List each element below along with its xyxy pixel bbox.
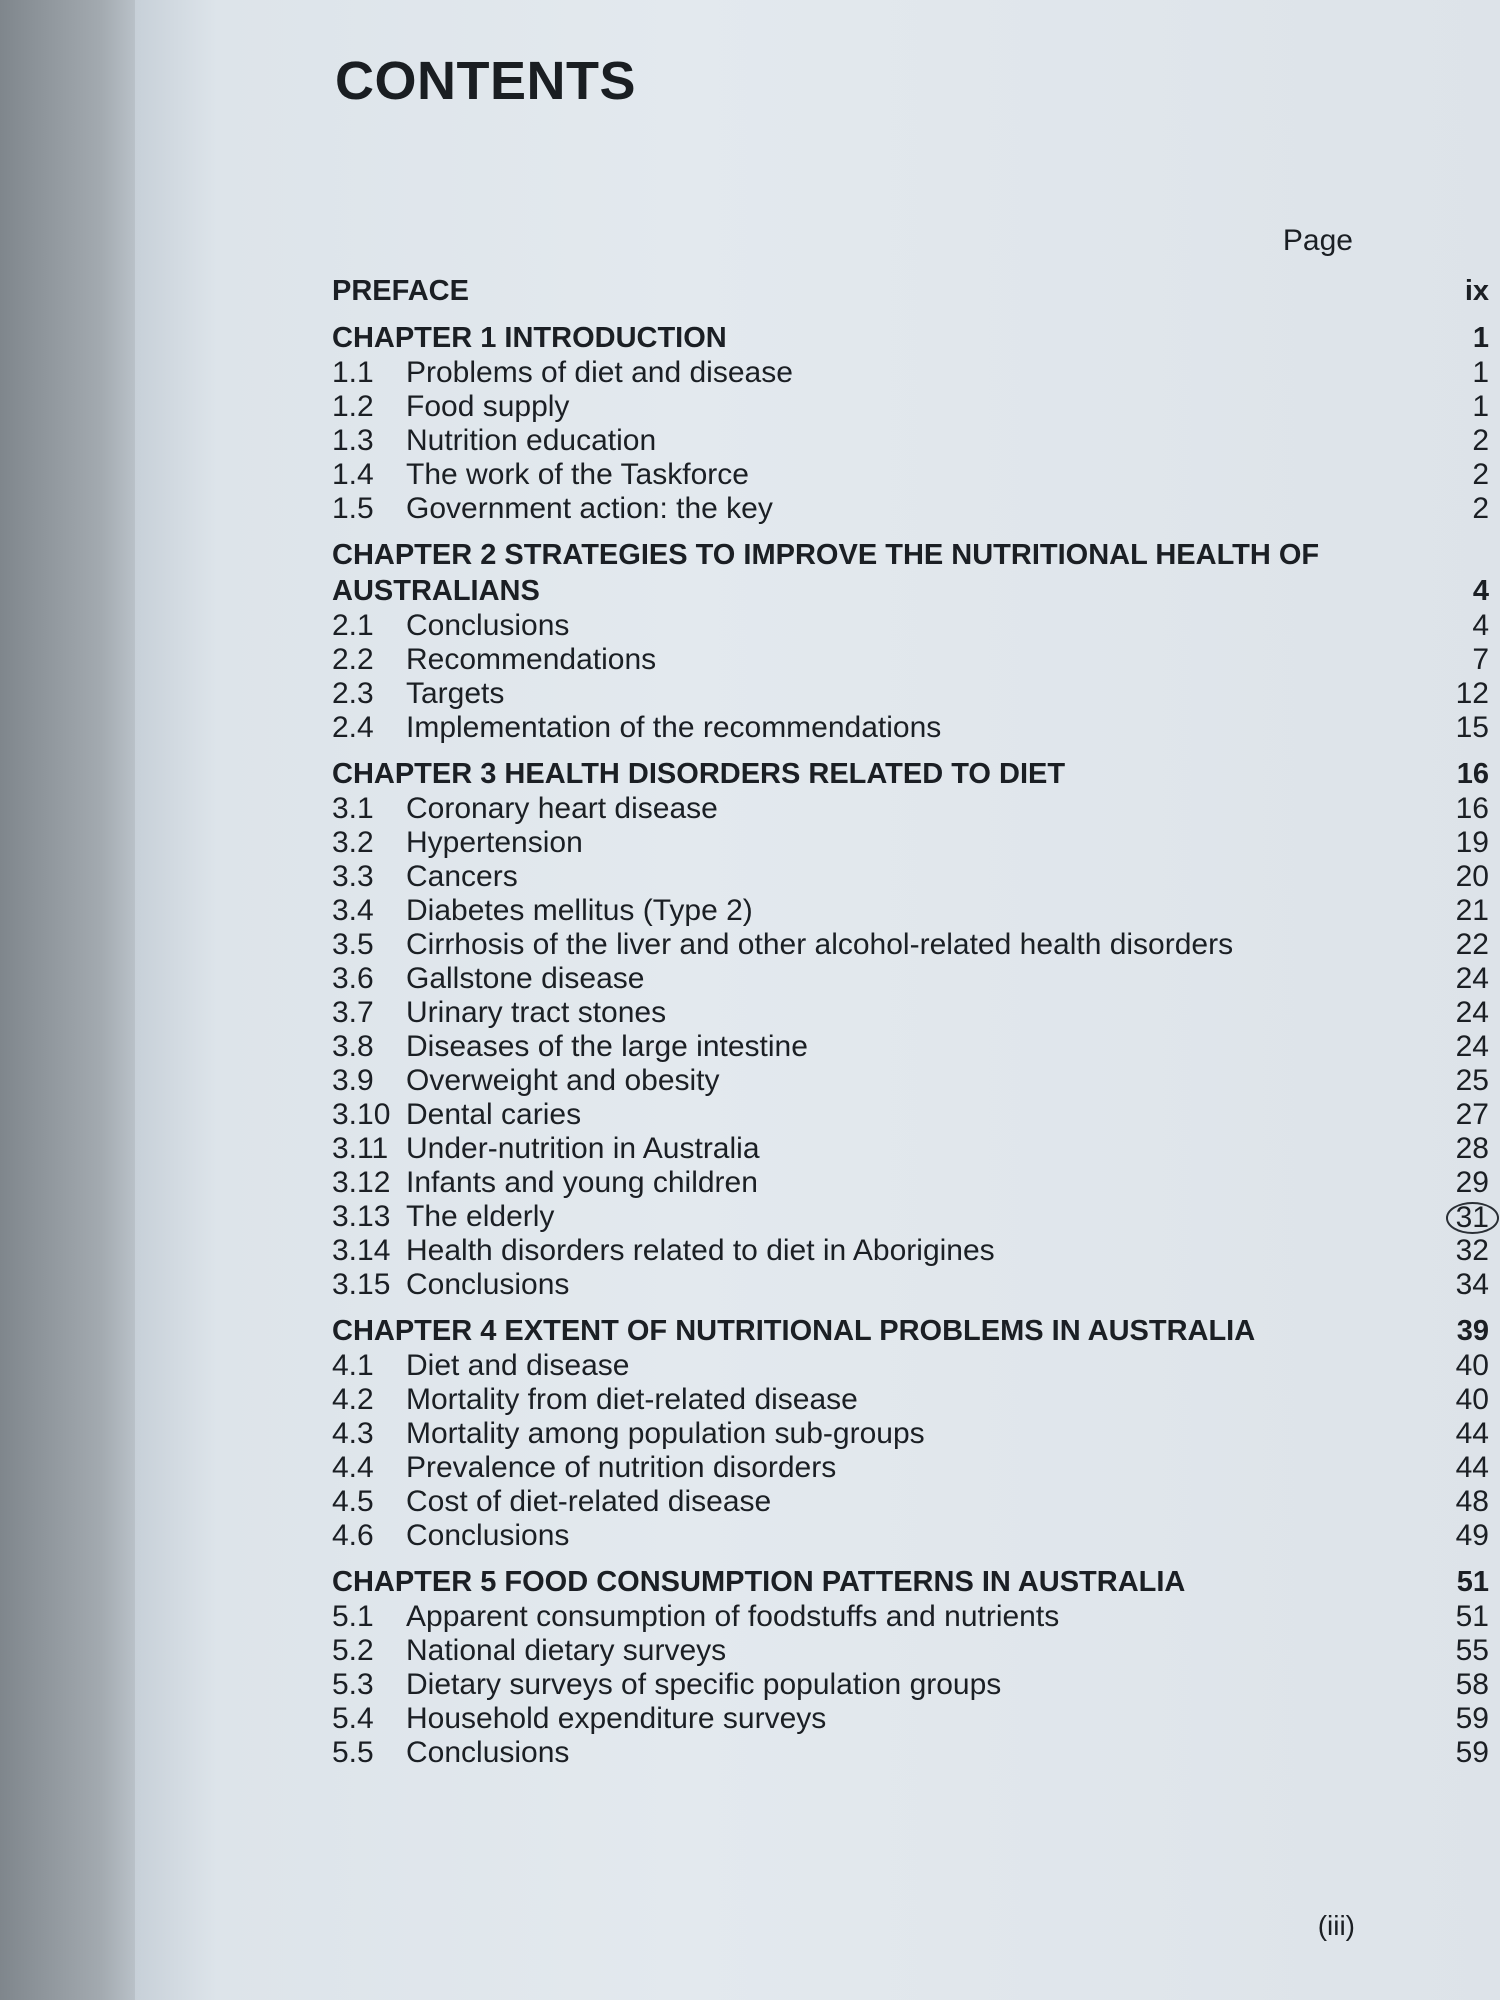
section-title: Health disorders related to diet in Aborigines — [406, 1234, 995, 1267]
section-number: 4.4 — [332, 1451, 374, 1484]
toc-section — [332, 1417, 1489, 1451]
toc-section — [332, 894, 1489, 928]
section-title: Apparent consumption of foodstuffs and nutrients — [406, 1600, 1060, 1633]
toc-section — [332, 1200, 1489, 1234]
toc-section — [332, 860, 1489, 894]
toc-page-number: 2 — [1472, 424, 1489, 457]
section-number: 1.5 — [332, 492, 374, 525]
section-number: 5.2 — [332, 1634, 374, 1667]
toc-section — [332, 1349, 1489, 1383]
section-number: 2.3 — [332, 677, 374, 710]
toc-chapter — [332, 756, 1489, 792]
section-number: 1.4 — [332, 458, 374, 491]
section-number: 4.1 — [332, 1349, 374, 1382]
section-number: 5.3 — [332, 1668, 374, 1701]
section-title: Dietary surveys of specific population groups — [406, 1668, 1002, 1701]
toc-page-number: 51 — [1455, 1600, 1489, 1633]
section-number: 4.6 — [332, 1519, 374, 1552]
toc-section — [332, 1030, 1489, 1064]
section-number: 1.1 — [332, 356, 374, 389]
section-title: Under-nutrition in Australia — [406, 1132, 760, 1165]
section-title: Conclusions — [406, 1736, 570, 1769]
toc-section — [332, 609, 1489, 643]
section-title: Cancers — [406, 860, 518, 893]
section-number: 4.3 — [332, 1417, 374, 1450]
toc-section — [332, 677, 1489, 711]
section-title: Cirrhosis of the liver and other alcohol-related health disorders — [406, 928, 1234, 961]
toc-page-number: 7 — [1472, 643, 1489, 676]
toc-section — [332, 792, 1489, 826]
toc-section — [332, 1600, 1489, 1634]
section-number: 3.6 — [332, 962, 374, 995]
toc-section — [332, 711, 1489, 745]
toc-section — [332, 1234, 1489, 1268]
toc-page-number: 4 — [1472, 575, 1489, 607]
toc-section — [332, 390, 1489, 424]
toc-page-number: 59 — [1455, 1736, 1489, 1769]
section-number: 2.4 — [332, 711, 374, 744]
toc-page-number: 24 — [1455, 962, 1489, 995]
toc-page-number: 4 — [1472, 609, 1489, 642]
chapter-title: PREFACE — [332, 275, 469, 307]
section-number: 3.4 — [332, 894, 374, 927]
chapter-title: CHAPTER 1 INTRODUCTION — [332, 322, 727, 354]
section-number: 4.5 — [332, 1485, 374, 1518]
section-number: 3.10 — [332, 1098, 391, 1131]
section-number: 1.3 — [332, 424, 374, 457]
toc-section — [332, 962, 1489, 996]
toc-section — [332, 1064, 1489, 1098]
section-title: Hypertension — [406, 826, 583, 859]
section-title: Recommendations — [406, 643, 657, 676]
toc-page-number: 12 — [1455, 677, 1489, 710]
toc-page-number: 48 — [1455, 1485, 1489, 1518]
table-of-contents — [332, 262, 1489, 1770]
section-title: Diet and disease — [406, 1349, 630, 1382]
toc-section — [332, 1451, 1489, 1485]
toc-page-number: 24 — [1455, 1030, 1489, 1063]
toc-section — [332, 1098, 1489, 1132]
section-title: Cost of diet-related disease — [406, 1485, 772, 1518]
section-number: 3.13 — [332, 1200, 391, 1233]
toc-section — [332, 1383, 1489, 1417]
chapter-title: CHAPTER 2 STRATEGIES TO IMPROVE THE NUTRITIONAL HEALTH OF AUSTRALIANS — [332, 539, 1320, 607]
section-title: Implementation of the recommendations — [406, 711, 942, 744]
toc-page-number: 32 — [1455, 1234, 1489, 1267]
section-number: 2.1 — [332, 609, 374, 642]
toc-page-number: 2 — [1472, 458, 1489, 491]
toc-section — [332, 1268, 1489, 1302]
section-number: 3.5 — [332, 928, 374, 961]
section-number: 3.12 — [332, 1166, 391, 1199]
toc-section — [332, 643, 1489, 677]
binding-edge — [0, 0, 135, 2000]
toc-section — [332, 1166, 1489, 1200]
toc-section — [332, 458, 1489, 492]
toc-chapter — [332, 537, 1489, 609]
section-number: 3.14 — [332, 1234, 391, 1267]
toc-section — [332, 1519, 1489, 1553]
toc-section — [332, 996, 1489, 1030]
chapter-title: CHAPTER 5 FOOD CONSUMPTION PATTERNS IN AUSTRALIA — [332, 1566, 1186, 1598]
section-title: Dental caries — [406, 1098, 582, 1131]
section-number: 3.9 — [332, 1064, 374, 1097]
toc-page-number: 58 — [1455, 1668, 1489, 1701]
toc-page-number: 59 — [1455, 1702, 1489, 1735]
toc-chapter — [332, 320, 1489, 356]
section-number: 5.4 — [332, 1702, 374, 1735]
toc-section — [332, 826, 1489, 860]
section-number: 3.11 — [332, 1132, 389, 1165]
toc-page-number: 24 — [1455, 996, 1489, 1029]
section-title: Targets — [406, 677, 505, 710]
toc-page-number: 1 — [1472, 390, 1489, 423]
section-title: National dietary surveys — [406, 1634, 727, 1667]
section-title: Problems of diet and disease — [406, 356, 793, 389]
toc-page-number: 55 — [1455, 1634, 1489, 1667]
page-number: (iii) — [1317, 1910, 1355, 1941]
contents-page — [135, 0, 1500, 2000]
section-number: 3.2 — [332, 826, 374, 859]
section-title: Diabetes mellitus (Type 2) — [406, 894, 753, 927]
section-title: Conclusions — [406, 609, 570, 642]
toc-page-number: 27 — [1455, 1098, 1489, 1131]
section-title: Conclusions — [406, 1268, 570, 1301]
section-title: Prevalence of nutrition disorders — [406, 1451, 837, 1484]
toc-page-number: 2 — [1472, 492, 1489, 525]
toc-page-number: 25 — [1455, 1064, 1489, 1097]
page-title: CONTENTS — [335, 51, 636, 111]
toc-page-number: 1 — [1472, 322, 1489, 354]
toc-section — [332, 1736, 1489, 1770]
section-title: Mortality from diet-related disease — [406, 1383, 858, 1416]
toc-page-number: 1 — [1472, 356, 1489, 389]
toc-page-number: 15 — [1455, 711, 1489, 744]
section-number: 4.2 — [332, 1383, 374, 1416]
toc-page-number: 40 — [1455, 1349, 1489, 1382]
section-title: Government action: the key — [406, 492, 773, 525]
toc-chapter — [332, 273, 1489, 309]
section-title: Nutrition education — [406, 424, 657, 457]
toc-page-number: 19 — [1455, 826, 1489, 859]
toc-section — [332, 928, 1489, 962]
toc-page-number: 34 — [1455, 1268, 1489, 1301]
section-title: Coronary heart disease — [406, 792, 718, 825]
section-title: Gallstone disease — [406, 962, 645, 995]
toc-page-number: 29 — [1455, 1166, 1489, 1199]
section-title: Household expenditure surveys — [406, 1702, 827, 1735]
section-number: 2.2 — [332, 643, 374, 676]
section-title: Food supply — [406, 390, 570, 423]
toc-page-number: 20 — [1455, 860, 1489, 893]
toc-page-number: 16 — [1455, 792, 1489, 825]
toc-page-number: 22 — [1455, 928, 1489, 961]
toc-page-number: 16 — [1456, 758, 1489, 790]
section-title: Infants and young children — [406, 1166, 758, 1199]
section-number: 5.5 — [332, 1736, 374, 1769]
toc-page-number: 44 — [1455, 1417, 1489, 1450]
toc-chapter — [332, 1313, 1489, 1349]
section-title: The elderly — [406, 1200, 555, 1233]
toc-chapter — [332, 1564, 1489, 1600]
toc-section — [332, 1634, 1489, 1668]
toc-section — [332, 492, 1489, 526]
section-number: 3.7 — [332, 996, 374, 1029]
section-number: 5.1 — [332, 1600, 374, 1633]
section-title: Conclusions — [406, 1519, 570, 1552]
toc-page-number: 28 — [1455, 1132, 1489, 1165]
section-number: 3.1 — [332, 792, 374, 825]
section-number: 3.15 — [332, 1268, 391, 1301]
toc-section — [332, 424, 1489, 458]
section-title: The work of the Taskforce — [406, 458, 749, 491]
section-title: Mortality among population sub-groups — [406, 1417, 925, 1450]
toc-section — [332, 356, 1489, 390]
toc-page-number: 39 — [1456, 1315, 1489, 1347]
section-title: Urinary tract stones — [406, 996, 667, 1029]
section-title: Diseases of the large intestine — [406, 1030, 808, 1063]
chapter-title: CHAPTER 4 EXTENT OF NUTRITIONAL PROBLEMS IN AUSTRALIA — [332, 1315, 1256, 1347]
toc-section — [332, 1485, 1489, 1519]
toc-section — [332, 1702, 1489, 1736]
toc-page-number: ix — [1464, 275, 1489, 307]
section-title: Overweight and obesity — [406, 1064, 720, 1097]
toc-page-number: 21 — [1455, 894, 1489, 927]
toc-page-number: 40 — [1455, 1383, 1489, 1416]
toc-section — [332, 1132, 1489, 1166]
toc-page-number: 51 — [1456, 1566, 1489, 1598]
page-column-label: Page — [1282, 224, 1353, 257]
section-number: 1.2 — [332, 390, 374, 423]
toc-section — [332, 1668, 1489, 1702]
circled-page-number: 31 — [1446, 1202, 1499, 1234]
toc-page-number: 44 — [1455, 1451, 1489, 1484]
section-number: 3.3 — [332, 860, 374, 893]
section-number: 3.8 — [332, 1030, 374, 1063]
chapter-title: CHAPTER 3 HEALTH DISORDERS RELATED TO DIET — [332, 758, 1066, 790]
toc-page-number: 49 — [1455, 1519, 1489, 1552]
